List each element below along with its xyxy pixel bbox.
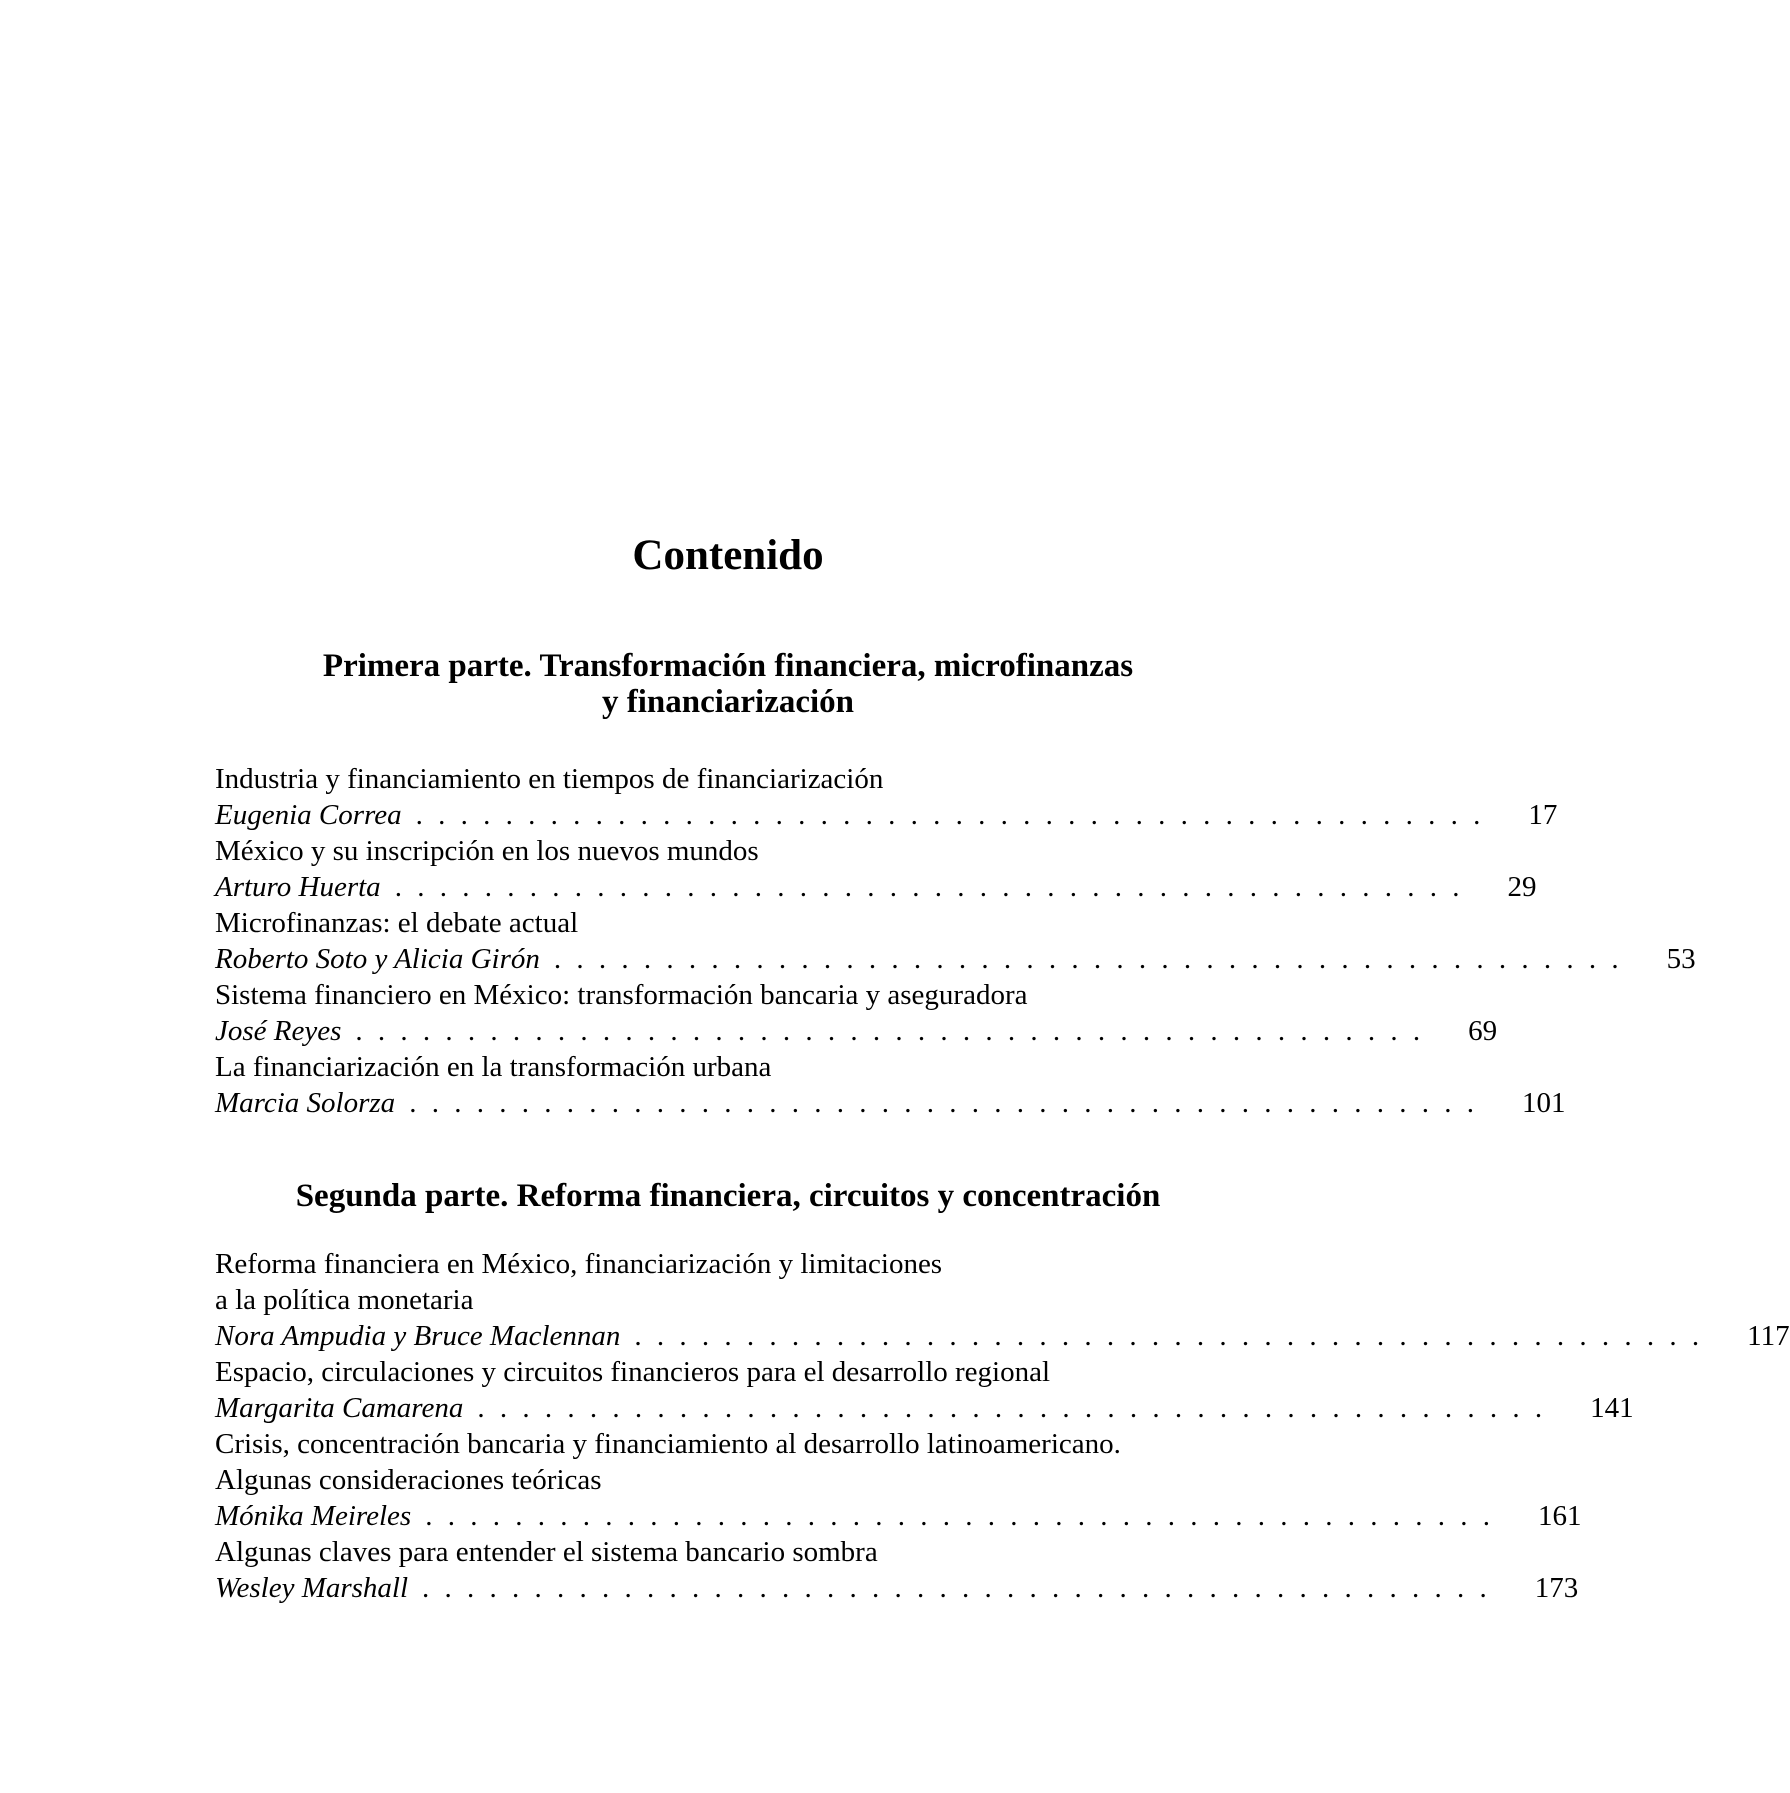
entry-title: Algunas consideraciones teóricas bbox=[215, 1464, 602, 1496]
entry-page-number: 29 bbox=[1507, 871, 1537, 903]
entry-author-row bbox=[215, 1570, 1579, 1606]
entry-author-row bbox=[215, 797, 1558, 833]
toc-entry bbox=[215, 833, 1537, 905]
entry-author: Margarita Camarena bbox=[215, 1392, 464, 1424]
entry-author: Roberto Soto y Alicia Girón bbox=[215, 943, 540, 975]
entry-title: México y su inscripción en los nuevos mundos bbox=[215, 835, 759, 867]
entry-page-number: 101 bbox=[1521, 1087, 1566, 1119]
dot-leader: . . . . . . . . . . . . . . . . . . . . . . . . . . . . . . . . . . . . . . . . . . . . . . . . bbox=[415, 799, 1481, 831]
part-heading bbox=[0, 1178, 1456, 1214]
entry-author: Mónika Meireles bbox=[215, 1500, 412, 1532]
entry-page-number: 69 bbox=[1468, 1015, 1498, 1047]
entry-author: Arturo Huerta bbox=[215, 871, 381, 903]
toc-entry bbox=[215, 761, 1558, 833]
entry-title: a la política monetaria bbox=[215, 1284, 474, 1316]
entry-author-row bbox=[215, 869, 1537, 905]
entry-page-number: 161 bbox=[1537, 1500, 1582, 1532]
dot-leader: . . . . . . . . . . . . . . . . . . . . . . . . . . . . . . . . . . . . . . . . . . . . . . . . bbox=[394, 871, 1460, 903]
entry-author-row bbox=[215, 1013, 1498, 1049]
part-heading-line: Segunda parte. Reforma financiera, circuitos y concentración bbox=[295, 1178, 1161, 1214]
entry-title: Reforma financiera en México, financiarización y limitaciones bbox=[215, 1248, 943, 1280]
dot-leader: . . . . . . . . . . . . . . . . . . . . . . . . . . . . . . . . . . . . . . . . . . . . . . . . bbox=[477, 1392, 1543, 1424]
entry-author-row bbox=[215, 1390, 1634, 1426]
entry-author: Nora Ampudia y Bruce Maclennan bbox=[215, 1320, 621, 1352]
entry-author: José Reyes bbox=[215, 1015, 342, 1047]
entry-title: Industria y financiamiento en tiempos de financiarización bbox=[215, 763, 884, 795]
dot-leader: . . . . . . . . . . . . . . . . . . . . . . . . . . . . . . . . . . . . . . . . . . . . . . . . bbox=[425, 1500, 1490, 1532]
entry-page-number: 117 bbox=[1747, 1320, 1790, 1352]
toc-entry bbox=[215, 1049, 1566, 1121]
entry-author-row bbox=[215, 941, 1696, 977]
entry-author-row bbox=[215, 1318, 1790, 1354]
entry-page-number: 141 bbox=[1590, 1392, 1634, 1424]
entry-author-row bbox=[215, 1498, 1582, 1534]
entry-author: Wesley Marshall bbox=[215, 1572, 409, 1604]
dot-leader: . . . . . . . . . . . . . . . . . . . . . . . . . . . . . . . . . . . . . . . . . . . . . . . . bbox=[355, 1015, 1421, 1047]
entry-title: Espacio, circulaciones y circuitos financieros para el desarrollo regional bbox=[215, 1356, 1051, 1388]
entry-title: Crisis, concentración bancaria y financiamiento al desarrollo latinoamericano. bbox=[215, 1428, 1121, 1460]
entry-title: Algunas claves para entender el sistema bancario sombra bbox=[215, 1536, 878, 1568]
toc-entry bbox=[215, 1534, 1579, 1606]
entry-author-row bbox=[215, 1085, 1566, 1121]
dot-leader: . . . . . . . . . . . . . . . . . . . . . . . . . . . . . . . . . . . . . . . . . . . . . . . . bbox=[634, 1320, 1700, 1352]
entry-title: Microfinanzas: el debate actual bbox=[215, 907, 579, 939]
dot-leader: . . . . . . . . . . . . . . . . . . . . . . . . . . . . . . . . . . . . . . . . . . . . . . . . bbox=[422, 1572, 1487, 1604]
entry-title: La financiarización en la transformación urbana bbox=[215, 1051, 772, 1083]
entry-author: Eugenia Correa bbox=[215, 799, 402, 831]
entry-page-number: 173 bbox=[1534, 1572, 1579, 1604]
toc-entry bbox=[215, 905, 1696, 977]
toc-entry bbox=[215, 977, 1498, 1049]
toc-entry bbox=[215, 1426, 1582, 1534]
entry-title: Sistema financiero en México: transformación bancaria y aseguradora bbox=[215, 979, 1028, 1011]
toc-entry bbox=[215, 1246, 1790, 1354]
part-heading-line: y financiarización bbox=[601, 684, 855, 720]
part-heading-line: Primera parte. Transformación financiera, microfinanzas bbox=[322, 648, 1134, 684]
entry-page-number: 53 bbox=[1666, 943, 1696, 975]
toc-list bbox=[215, 761, 1696, 1121]
dot-leader: . . . . . . . . . . . . . . . . . . . . . . . . . . . . . . . . . . . . . . . . . . . . . . . . bbox=[409, 1087, 1474, 1119]
part-heading bbox=[0, 648, 1456, 720]
dot-leader: . . . . . . . . . . . . . . . . . . . . . . . . . . . . . . . . . . . . . . . . . . . . . . . . bbox=[553, 943, 1619, 975]
toc-entry bbox=[215, 1354, 1634, 1426]
toc-list bbox=[215, 1246, 1790, 1606]
entry-page-number: 17 bbox=[1528, 799, 1558, 831]
page-title: Contenido bbox=[632, 532, 824, 579]
entry-author: Marcia Solorza bbox=[215, 1087, 396, 1119]
